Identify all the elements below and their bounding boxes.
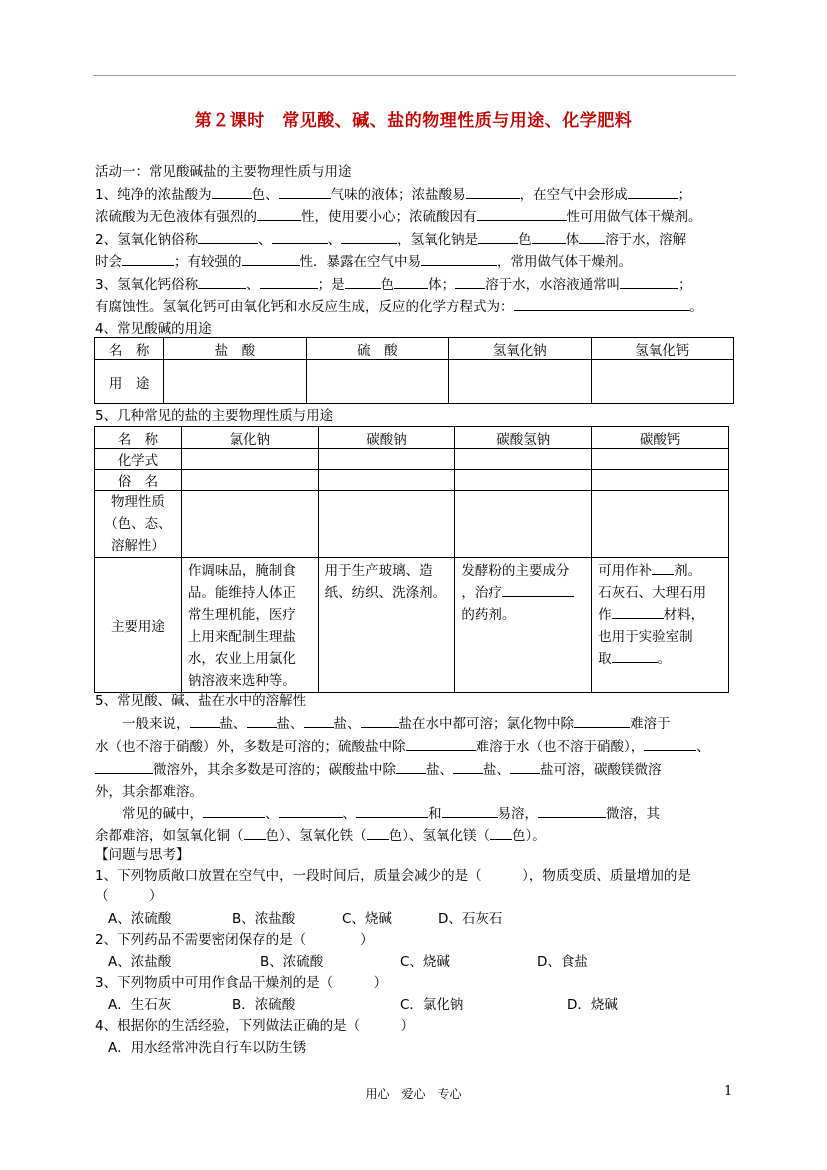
answer-cell[interactable] [318,491,455,558]
blank[interactable] [367,826,389,840]
page-footer: 用心 爱心 专心 [365,1087,462,1101]
blank[interactable] [257,207,301,221]
sol-line3: 微溶外，其余多数是可溶的；碳酸盐中除 盐、 盐、 盐可溶，碳酸镁微溶 [95,760,662,780]
activity-heading: 活动一：常见酸碱盐的主要物理性质与用途 [95,164,352,180]
answer-cell[interactable] [455,470,592,491]
mc-q2-option-d[interactable]: D、食盐 [537,954,588,970]
blank[interactable] [203,804,265,818]
q3-line2: 有腐蚀性。氢氧化钙可由氧化钙和水反应生成，反应的化学方程式为： 。 [95,299,703,315]
blank[interactable] [190,714,220,728]
answer-cell[interactable] [318,449,455,470]
row-label: 主要用途 [95,558,182,693]
answer-cell[interactable] [164,360,306,404]
blank[interactable] [466,185,520,199]
blank[interactable] [510,760,540,774]
blank[interactable] [421,252,497,266]
row-label: 物理性质 （色、态、 溶解性） [95,491,182,558]
answer-cell[interactable] [591,360,733,404]
blank[interactable] [455,275,485,289]
blank[interactable] [198,230,258,244]
table-header: 碳酸钠 [318,427,455,449]
mc-q3: 3、下列物质中可用作食品干燥剂的是（ ） [95,975,388,991]
table-header: 名 称 [95,427,182,449]
blank[interactable] [247,714,277,728]
mc-q1-option-d[interactable]: D、石灰石 [438,911,503,927]
blank[interactable] [95,760,153,774]
answer-cell[interactable] [306,360,448,404]
answer-cell[interactable] [592,449,729,470]
blank[interactable] [198,275,246,289]
table-header: 碳酸氢钠 [455,427,592,449]
blank[interactable] [538,804,606,818]
sol-line2: 水（也不溶于硝酸）外，多数是可溶的；硫酸盐中除 难溶于水（也不溶于硝酸）， 、 [95,739,710,755]
table-header: 氢氧化钠 [449,338,591,360]
nahco3-use-cell: 发酵粉的主要成分 ，治疗 的药剂。 [455,558,592,693]
think-heading: 【问题与思考】 [95,847,190,863]
blank[interactable] [406,737,476,751]
sol-line1: 一般来说， 盐、 盐、 盐、 盐在水中都可溶；氯化物中除 难溶于 [122,716,671,732]
blank[interactable] [620,275,678,289]
blank[interactable] [212,185,252,199]
sol-line6: 余都难溶，如氢氧化铜（ 色）、氢氧化铁（ 色）、氢氧化镁（ 色）。 [95,828,546,844]
q2-line1: 2、氢氧化钠俗称 、 、 ，氢氧化钠是 色 体 溶于水，溶解 [95,232,687,248]
mc-q1-option-b[interactable]: B、浓盐酸 [232,911,296,927]
answer-cell[interactable] [449,360,591,404]
blank[interactable] [272,230,328,244]
answer-cell[interactable] [592,470,729,491]
row-label: 俗 名 [95,470,182,491]
blank[interactable] [244,826,266,840]
blank[interactable] [644,737,696,751]
blank[interactable] [514,297,690,311]
mc-q1-option-c[interactable]: C、烧碱 [342,911,392,927]
blank[interactable] [628,185,678,199]
mc-q3-option-c[interactable]: C．氯化钠 [400,997,464,1013]
table-header: 盐 酸 [164,338,306,360]
blank[interactable] [490,826,512,840]
blank[interactable] [579,230,605,244]
solubility-heading: 5、常见酸、碱、盐在水中的溶解性 [95,693,307,709]
sol-line5: 常见的碱中， 、 、 和 易溶， 微溶，其 [122,806,660,822]
mc-q3-option-b[interactable]: B．浓硫酸 [232,997,296,1013]
blank[interactable] [396,760,426,774]
blank[interactable] [242,252,300,266]
mc-q2-option-c[interactable]: C、烧碱 [400,954,450,970]
blank[interactable] [345,275,381,289]
nacl-use-cell: 作调味品，腌制食 品。能维持人体正 常生理机能，医疗 上用来配制生理盐 水，农业上用氯化 钠溶液来选种等。 [181,558,318,693]
answer-cell[interactable] [181,491,318,558]
table-header: 硫 酸 [306,338,448,360]
blank[interactable] [279,185,331,199]
page-number: 1 [724,1084,733,1099]
mc-q4: 4、根据你的生活经验，下列做法正确的是（ ） [95,1018,415,1034]
blank[interactable] [260,275,318,289]
page-title: 第２课时 常见酸、碱、盐的物理性质与用途、化学肥料 [194,111,633,131]
q5-heading: 5、几种常见的盐的主要物理性质与用途 [95,408,334,424]
mc-q2-option-b[interactable]: B、浓硫酸 [260,954,324,970]
q1-line2: 浓硫酸为无色液体有强烈的 性，使用要小心；浓硫酸因有 性可用做气体干燥剂。 [95,209,702,225]
blank[interactable] [612,605,664,619]
mc-q2: 2、下列药品不需要密闭保存的是（ ） [95,932,374,948]
table-header: 碳酸钙 [592,427,729,449]
table-header: 氢氧化钙 [591,338,733,360]
answer-cell[interactable] [181,470,318,491]
answer-cell[interactable] [181,449,318,470]
na2co3-use-cell: 用于生产玻璃、造 纸、纺织、洗涤剂。 [318,558,455,693]
blank[interactable] [304,714,334,728]
q2-line2: 时会 ；有较强的 性．暴露在空气中易 ，常用做气体干燥剂。 [95,254,632,270]
mc-q4-option-a[interactable]: A．用水经常冲洗自行车以防生锈 [108,1040,307,1056]
q4-heading: 4、常见酸碱的用途 [95,321,212,337]
caco3-use-cell: 可用作补 剂。 石灰石、大理石用 作 材料， 也用于实验室制 取 。 [592,558,729,693]
blank[interactable] [477,207,567,221]
blank[interactable] [574,714,630,728]
mc-q1: 1、下列物质敞口放置在空气中，一段时间后，质量会减少的是（ ），物质变质、质量增加的是 [95,868,691,884]
blank[interactable] [478,230,518,244]
blank[interactable] [652,561,674,575]
answer-cell[interactable] [455,491,592,558]
mc-q3-option-d[interactable]: D．烧碱 [567,997,618,1013]
mc-q3-option-a[interactable]: A．生石灰 [108,997,172,1013]
mc-q1-blank: （ ） [95,888,163,904]
table-header: 名 称 [95,338,164,360]
q3-line1: 3、氢氧化钙俗称 、 ；是 色 体； 溶于水，水溶液通常叫 ； [95,277,692,293]
header-rule [93,75,736,76]
answer-cell[interactable] [318,470,455,491]
blank[interactable] [361,714,399,728]
q1-line1: 1、纯净的浓盐酸为 色、 气味的液体；浓盐酸易 ，在空气中会形成 ； [95,187,692,203]
answer-cell[interactable] [455,449,592,470]
blank[interactable] [502,583,574,597]
salt-properties-table [94,426,729,693]
sol-line4: 外，其余都难溶。 [95,784,203,800]
blank[interactable] [453,760,483,774]
table-header: 氯化钠 [181,427,318,449]
mc-q2-option-a[interactable]: A、浓盐酸 [108,954,172,970]
row-label: 用 途 [95,360,164,404]
blank[interactable] [356,804,428,818]
blank[interactable] [532,230,566,244]
blank[interactable] [122,252,174,266]
blank[interactable] [341,230,397,244]
blank[interactable] [442,804,498,818]
acid-base-uses-table [94,337,734,404]
mc-q1-option-a[interactable]: A、浓硫酸 [108,911,172,927]
blank[interactable] [612,649,658,663]
blank[interactable] [394,275,428,289]
answer-cell[interactable] [592,491,729,558]
blank[interactable] [279,804,343,818]
row-label: 化学式 [95,449,182,470]
